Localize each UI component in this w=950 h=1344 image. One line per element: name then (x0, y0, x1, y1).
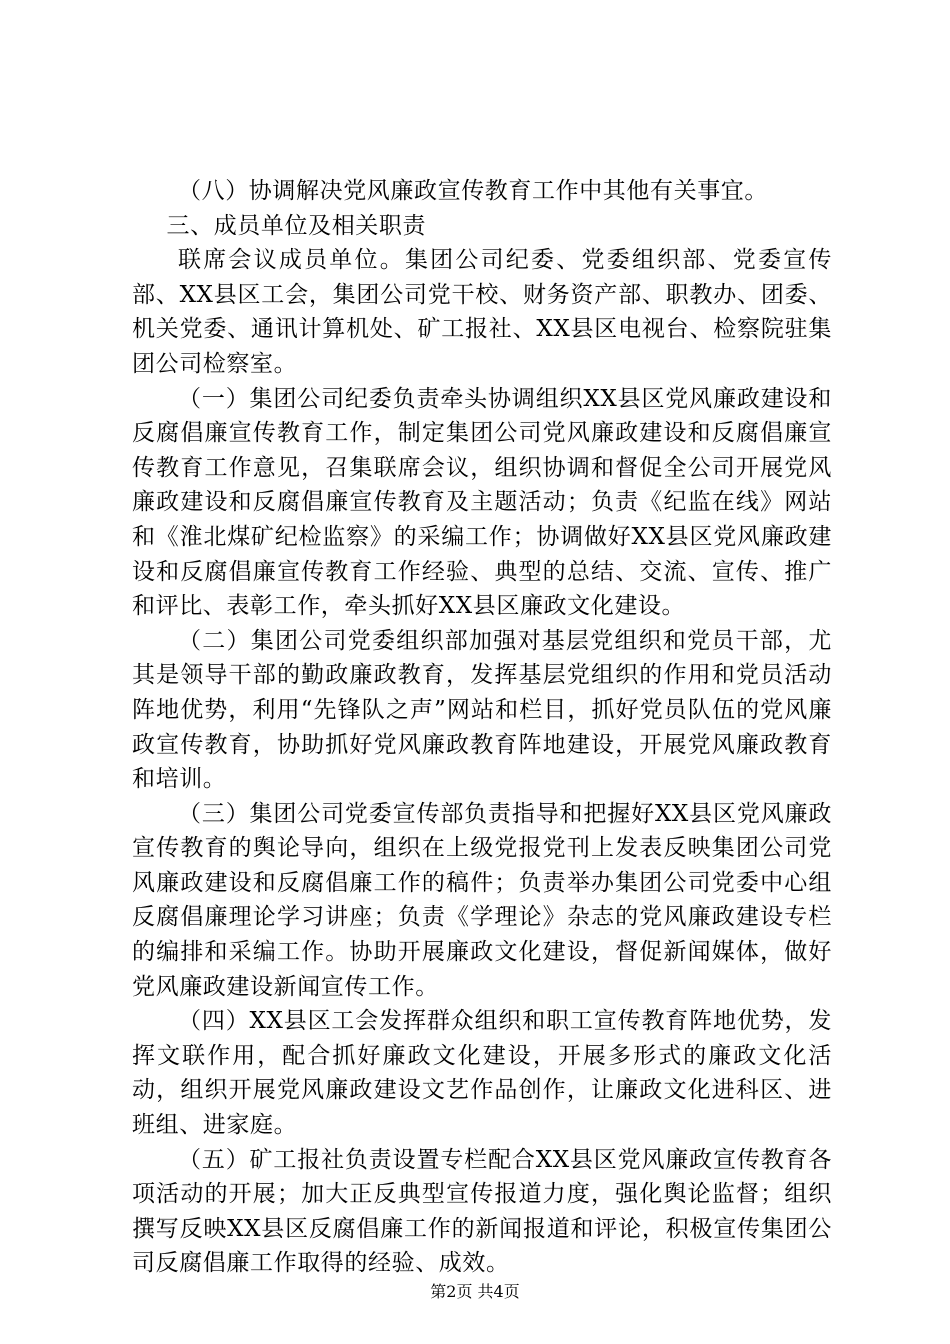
paragraph-duty-3: （三）集团公司党委宣传部负责指导和把握好XX县区党风廉政宣传教育的舆论导向，组织在上级党报党刊上发表反映集团公司党风廉政建设和反腐倡廉工作的稿件；负责举办集团公司党委中心组反腐倡廉理论学习讲座；负责《学理论》杂志的党风廉政建设专栏的编排和采编工作。协助开展廉政文化建设，督促新闻媒体，做好党风廉政建设新闻宣传工作。 (132, 800, 832, 1000)
page-number-footer: 第2页 共4页 (430, 1282, 520, 1301)
paragraph-duty-5: （五）矿工报社负责设置专栏配合XX县区党风廉政宣传教育各项活动的开展；加大正反典型宣传报道力度，强化舆论监督；组织撰写反映XX县区反腐倡廉工作的新闻报道和评论，积极宣传集团公司反腐倡廉工作取得的经验、成效。 (132, 1146, 832, 1277)
paragraph-member-units: 联席会议成员单位。集团公司纪委、党委组织部、党委宣传部、XX县区工会，集团公司党干校、财务资产部、职教办、团委、机关党委、通讯计算机处、矿工报社、XX县区电视台、检察院驻集团公司检察室。 (132, 247, 832, 377)
paragraph-item-8: （八）协调解决党风廉政宣传教育工作中其他有关事宜。 (178, 178, 768, 204)
paragraph-duty-4: （四）XX县区工会发挥群众组织和职工宣传教育阵地优势，发挥文联作用，配合抓好廉政文化建设，开展多形式的廉政文化活动，组织开展党风廉政建设文艺作品创作，让廉政文化进科区、进班组、进家庭。 (132, 1008, 832, 1139)
paragraph-duty-1: （一）集团公司纪委负责牵头协调组织XX县区党风廉政建设和反腐倡廉宣传教育工作，制定集团公司党风廉政建设和反腐倡廉宣传教育工作意见，召集联席会议，组织协调和督促全公司开展党风廉政建设和反腐倡廉宣传教育及主题活动；负责《纪监在线》网站和《淮北煤矿纪检监察》的采编工作；协调做好XX县区党风廉政建设和反腐倡廉宣传教育工作经验、典型的总结、交流、宣传、推广和评比、表彰工作，牵头抓好XX县区廉政文化建设。 (132, 385, 832, 620)
section-heading: 三、成员单位及相关职责 (166, 212, 427, 239)
paragraph-duty-2: （二）集团公司党委组织部加强对基层党组织和党员干部，尤其是领导干部的勤政廉政教育，发挥基层党组织的作用和党员活动阵地优势，利用“先锋队之声”网站和栏目，抓好党员队伍的党风廉政宣传教育，协助抓好党风廉政教育阵地建设，开展党风廉政教育和培训。 (132, 627, 832, 793)
document-body (132, 174, 832, 1281)
